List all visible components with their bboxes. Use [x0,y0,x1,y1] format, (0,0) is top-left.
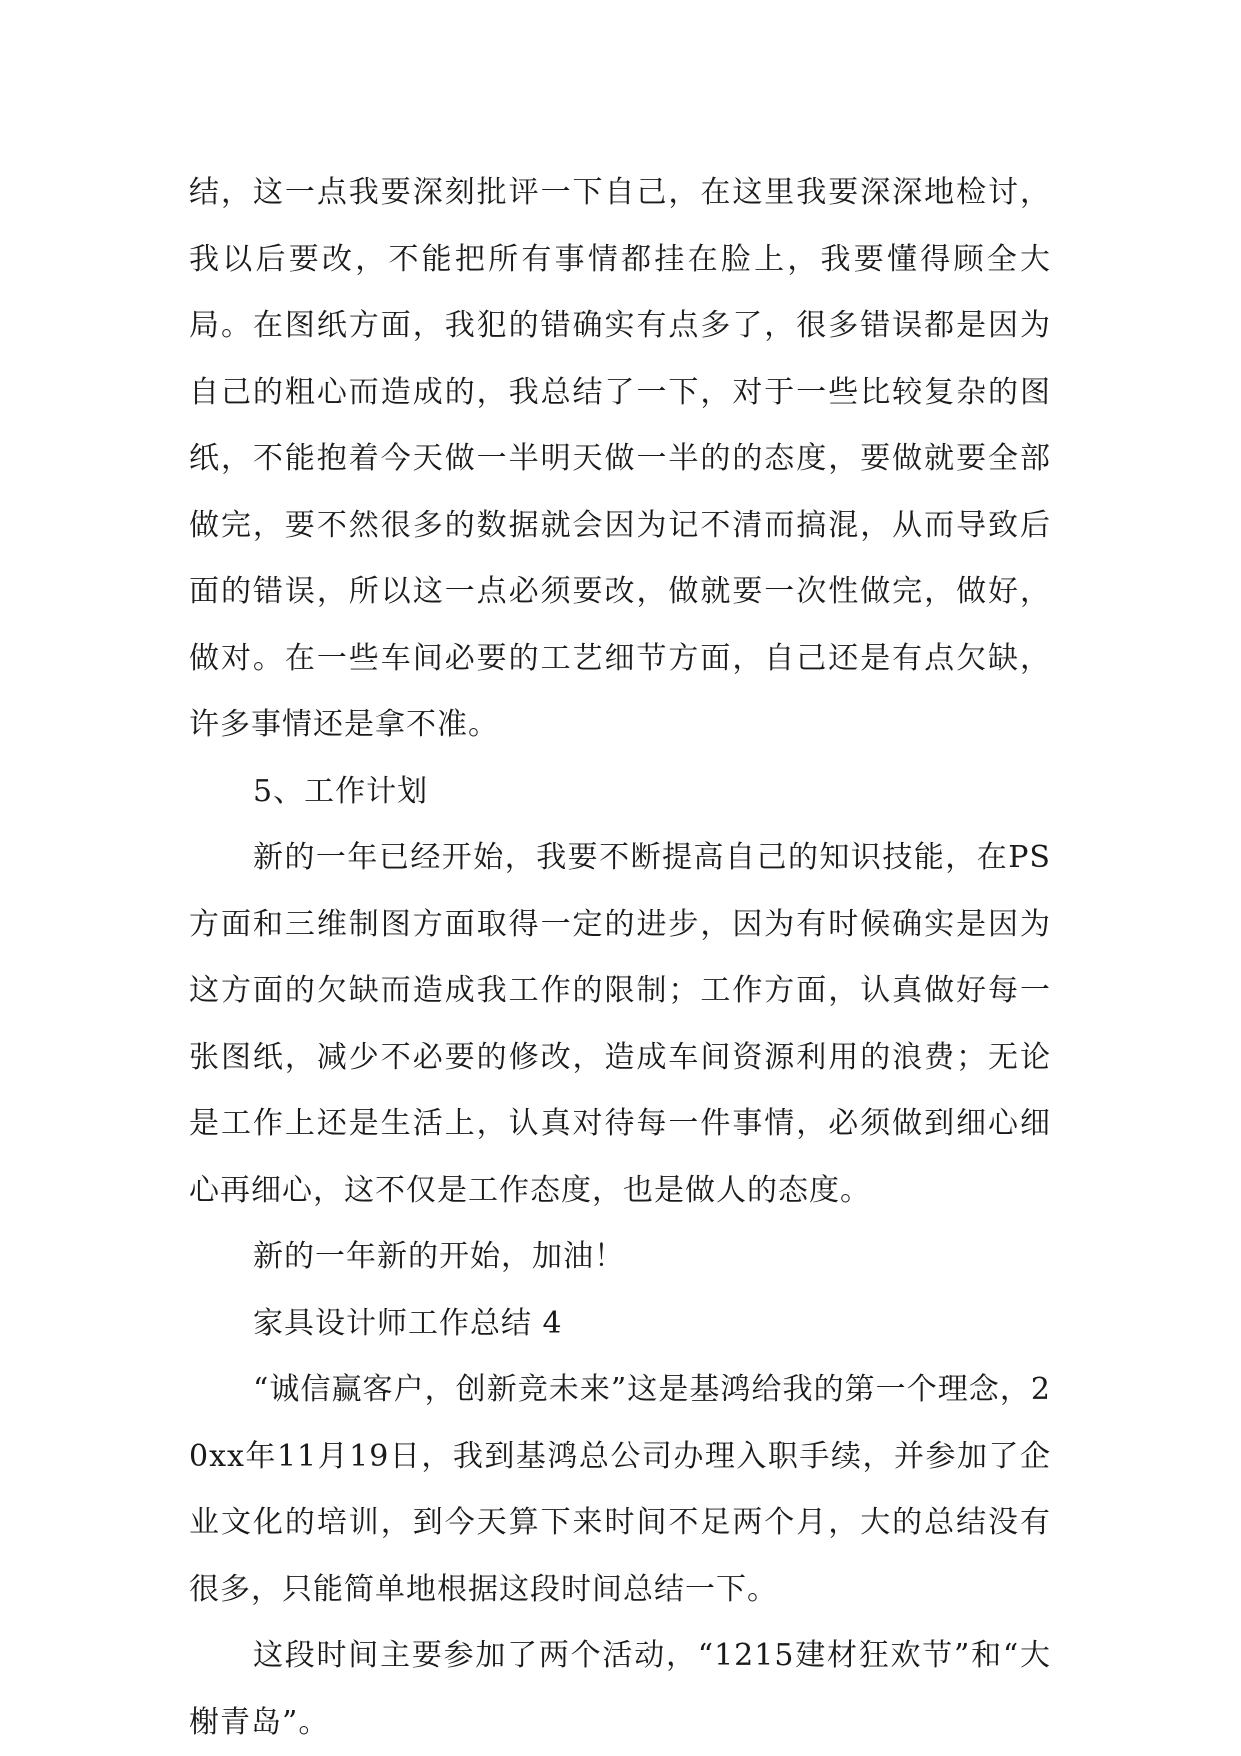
document-body [189,160,1051,1756]
section-heading-summary-4: 家具设计师工作总结 4 [253,1305,563,1341]
paragraph-company-motto: “诚信赢客户，创新竞未来”这是基鸿给我的第一个理念，20xx年11月19日，我到基鸿总公司办理入职手续，并参加了企业文化的培训，到今天算下来时间不足两个月，大的总结没有很多，只能简单地根据这段时间总结一下。 [189,1372,1051,1607]
paragraph-new-year-plan: 新的一年已经开始，我要不断提高自己的知识技能，在PS方面和三维制图方面取得一定的进步，因为有时候确实是因为这方面的欠缺而造成我工作的限制；工作方面，认真做好每一张图纸，减少不必要的修改，造成车间资源利用的浪费；无论是工作上还是生活上，认真对待每一件事情，必须做到细心细心再细心，这不仅是工作态度，也是做人的态度。 [189,840,1051,1208]
paragraph-new-start: 新的一年新的开始，加油！ [253,1239,625,1274]
paragraph-continuation: 结，这一点我要深刻批评一下自己，在这里我要深深地检讨，我以后要改，不能把所有事情都挂在脸上，我要懂得顾全大局。在图纸方面，我犯的错确实有点多了，很多错误都是因为自己的粗心而造成的，我总结了一下，对于一些比较复杂的图纸，不能抱着今天做一半明天做一半的的态度，要做就要全部做完，要不然很多的数据就会因为记不清而搞混，从而导致后面的错误，所以这一点必须要改，做就要一次性做完，做好，做对。在一些车间必要的工艺细节方面，自己还是有点欠缺，许多事情还是拿不准。 [189,175,1051,742]
paragraph-activities: 这段时间主要参加了两个活动，“1215建材狂欢节”和“大榭青岛”。 [189,1638,1051,1740]
section-heading-work-plan: 5、工作计划 [253,773,429,809]
